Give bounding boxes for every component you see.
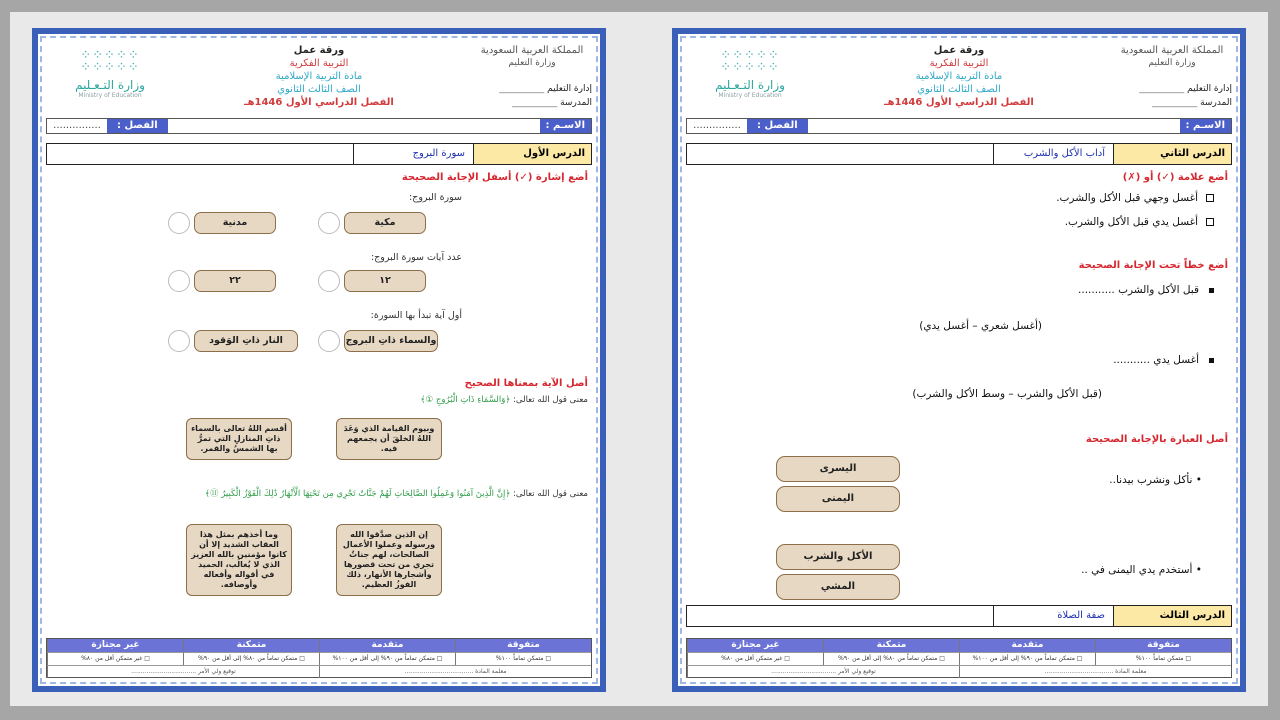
instruction-match-verse: أصل الآية بمعناها الصحيح xyxy=(464,378,588,389)
class-field[interactable]: ............... xyxy=(693,120,741,131)
instruction-match: أصل العبارة بالإجابة الصحيحة xyxy=(1085,434,1228,445)
checkbox[interactable] xyxy=(1206,218,1214,226)
lesson-bar: الدرس الثاني آداب الأكل والشرب xyxy=(686,143,1232,165)
meaning-card[interactable]: وبيوم القيامة الذي وَعَدَ اللهُ الخلقَ أن يجمعهم فيه. xyxy=(336,418,442,460)
answer-check-circle[interactable] xyxy=(168,330,190,352)
page-header xyxy=(686,42,1232,116)
assessment-table: متفوقة متقدمة متمكنة غير مجتازة □ متمكن تماماً ١٠٠% □ متمكن تماماً من ٩٠% إلى أقل من ١٠٠% □ متمكن تماماً من ٨٠% إلى أقل من ٩٠% □ غير متمكن أقل من ٨٠% معلمة المادة .................................... توقيع ولي الأمر .................................. xyxy=(46,638,592,678)
answer-check-circle[interactable] xyxy=(318,330,340,352)
name-field[interactable] xyxy=(168,119,540,133)
title-block: ورقة عمل التربية الفكرية مادة التربية الإسلامية الصف الثالث الثانوي الفصل الدراسي الأول 1446هـ xyxy=(884,45,1034,108)
moe-logo: ⁘⁘⁘⁘⁘ ⁘⁘⁘⁘⁘ وزارة التـعـليم Ministry of Education xyxy=(75,48,145,99)
instruction-tick: أضع إشارة (✓) أسفل الإجابة الصحيحة xyxy=(401,172,588,183)
question-2: عدد آيات سورة البروج: xyxy=(370,252,462,263)
name-label: الاسـم : xyxy=(540,119,591,133)
statement-2: أغسل يدي قبل الأكل والشرب. xyxy=(1065,216,1214,228)
match-answer[interactable]: الأكل والشرب xyxy=(776,544,900,570)
student-name-bar xyxy=(46,118,592,134)
moe-logo: ⁘⁘⁘⁘⁘ ⁘⁘⁘⁘⁘ وزارة التـعـليم Ministry of Education xyxy=(715,48,785,99)
answer-option[interactable]: مدنية xyxy=(194,212,276,234)
answer-check-circle[interactable] xyxy=(168,270,190,292)
options-2: (قبل الأكل والشرب – وسط الأكل والشرب) xyxy=(912,388,1102,400)
instruction-tick-cross: أضع علامة (✓) أو (✗) xyxy=(1122,172,1228,183)
checkbox[interactable] xyxy=(1206,194,1214,202)
answer-check-circle[interactable] xyxy=(168,212,190,234)
answer-option[interactable]: ٢٢ xyxy=(194,270,276,292)
answer-option[interactable]: ١٢ xyxy=(344,270,426,292)
worksheet-page-left xyxy=(32,28,606,692)
instruction-underline: أضع خطاً تحت الإجابة الصحيحة xyxy=(1078,260,1228,271)
lesson-bar-next: الدرس الثالث صفة الصلاة xyxy=(686,605,1232,627)
assessment-table: متفوقة متقدمة متمكنة غير مجتازة □ متمكن تماماً ١٠٠% □ متمكن تماماً من ٩٠% إلى أقل من ١٠٠% □ متمكن تماماً من ٨٠% إلى أقل من ٩٠% □ غير متمكن أقل من ٨٠% معلمة المادة .................................... توقيع ولي الأمر .................................. xyxy=(686,638,1232,678)
question-3: أول آية تبدأ بها السورة: xyxy=(370,310,462,321)
match-answer[interactable]: اليمنى xyxy=(776,486,900,512)
answer-option[interactable]: مكية xyxy=(344,212,426,234)
meaning-card[interactable]: وما أخذهم بمثل هذا العقاب الشديد إلا أن كانوا مؤمنين بالله العزيز الذي لا يُغالَب، الحميد في أقواله وأفعاله وأوصافه. xyxy=(186,524,292,596)
verse-2: معنى قول الله تعالى: ﴿إِنَّ الَّذِينَ آمَنُوا وَعَمِلُوا الصَّالِحَاتِ لَهُمْ جَنَّاتٌ تَجْرِي مِن تَحْتِهَا الْأَنْهَارُ ذَٰلِكَ الْفَوْزُ الْكَبِيرُ ⑪﴾ xyxy=(205,489,588,499)
kingdom-emblem-text: المملكة العربية السعودية وزارة التعليم xyxy=(480,45,584,68)
lesson-bar: الدرس الأول سورة البروج xyxy=(46,143,592,165)
document-viewer xyxy=(10,12,1268,706)
answer-option[interactable]: النار ذاتِ الوَقود xyxy=(194,330,298,352)
answer-check-circle[interactable] xyxy=(318,270,340,292)
answer-check-circle[interactable] xyxy=(318,212,340,234)
verse-1: معنى قول الله تعالى: ﴿وَالسَّمَاءِ ذَاتِ الْبُرُوجِ ①﴾ xyxy=(420,395,588,405)
page-header xyxy=(46,42,592,116)
student-name-bar xyxy=(686,118,1232,134)
match-answer[interactable]: اليسرى xyxy=(776,456,900,482)
answer-option[interactable]: والسماء ذاتِ البروج xyxy=(344,330,438,352)
fill-item-1: قبل الأكل والشرب ........... xyxy=(1078,284,1214,296)
kingdom-emblem-text: المملكة العربية السعودية وزارة التعليم xyxy=(1120,45,1224,68)
name-label: الاسـم : xyxy=(1180,119,1231,133)
worksheet-page-right xyxy=(672,28,1246,692)
admin-fields: إدارة التعليم __________ المدرسة __________ xyxy=(499,84,592,108)
name-field[interactable] xyxy=(808,119,1180,133)
meaning-card[interactable]: إن الذين صدَّقوا الله ورسوله وعملوا الأعمال الصالحات، لهم جناتٌ تجري من تحت قصورها وأشجارها الأنهار، ذلك الفوزُ العظيم. xyxy=(336,524,442,596)
admin-fields: إدارة التعليم __________ المدرسة __________ xyxy=(1139,84,1232,108)
class-label: الفصل : xyxy=(107,119,168,133)
match-answer[interactable]: المشي xyxy=(776,574,900,600)
fill-item-2: أغسل يدي ........... xyxy=(1113,354,1214,366)
class-label: الفصل : xyxy=(747,119,808,133)
meaning-card[interactable]: أقسم اللهُ تعالى بالسماء ذاتِ المنازلِ التي تمرُّ بها الشمسُ والقمر. xyxy=(186,418,292,460)
options-1: (أغسل شعري – أغسل يدي) xyxy=(919,320,1042,332)
title-block: ورقة عمل التربية الفكرية مادة التربية الإسلامية الصف الثالث الثانوي الفصل الدراسي الأول 1446هـ xyxy=(244,45,394,108)
statement-1: أغسل وجهي قبل الأكل والشرب. xyxy=(1056,192,1214,204)
match-question-2: • أستخدم يدي اليمنى في .. xyxy=(1081,564,1202,576)
class-field[interactable]: ............... xyxy=(53,120,101,131)
match-question-1: • نأكل ونشرب بيدنا.. xyxy=(1109,474,1202,486)
question-1: سورة البروج: xyxy=(408,192,462,203)
